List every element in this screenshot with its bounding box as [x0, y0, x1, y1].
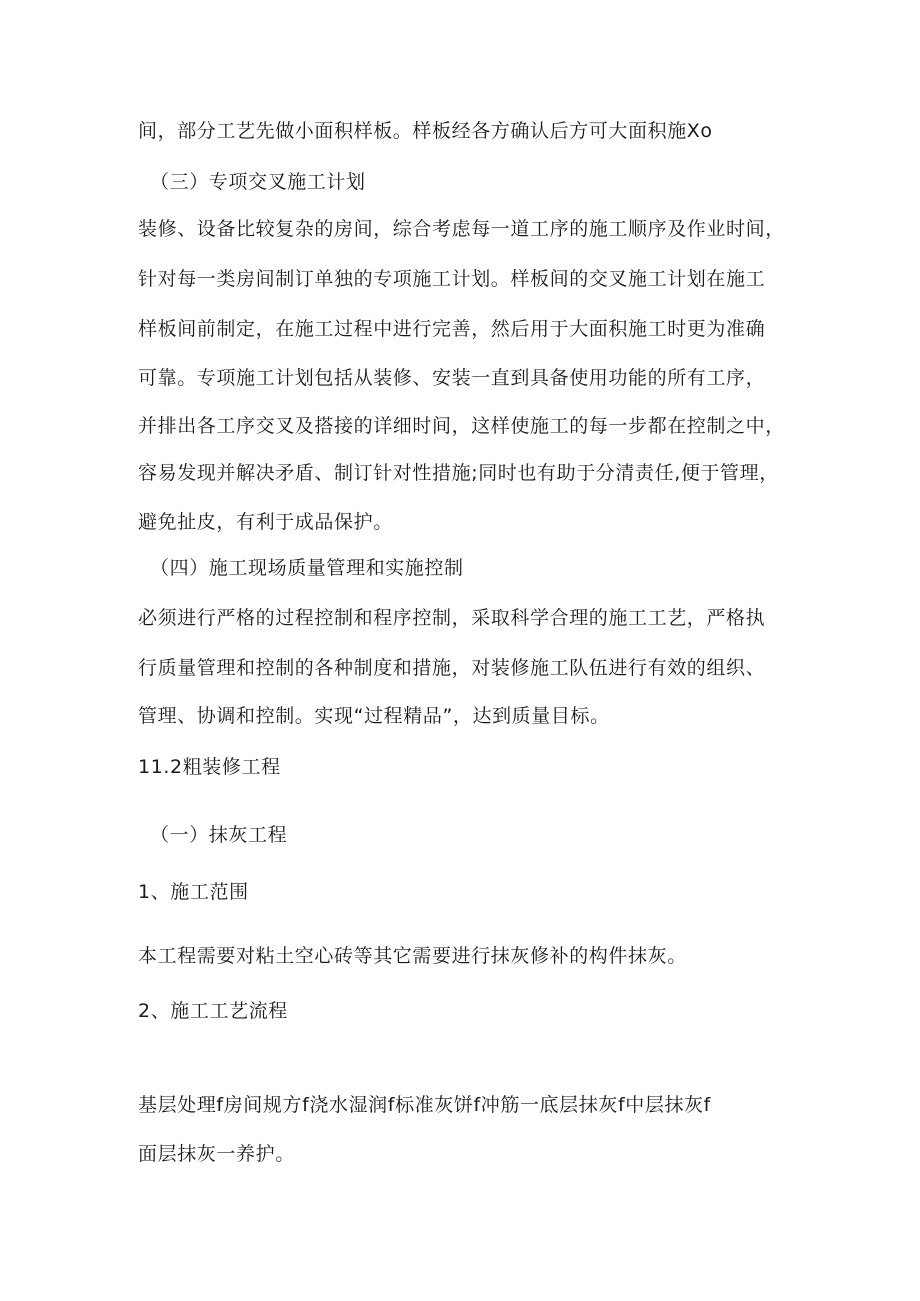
section-heading-3: （三）专项交叉施工计划 [150, 171, 366, 193]
paragraph-line: 避免扯皮，有利于成品保护。 [138, 511, 393, 533]
paragraph-line: 行质量管理和控制的各种制度和措施，对装修施工队伍进行有效的组织、 [138, 657, 766, 679]
item-heading-1: 1、施工范围 [138, 881, 249, 903]
paragraph-line: 间，部分工艺先做小面积样板。样板经各方确认后方可大面积施Xo [138, 120, 713, 142]
paragraph-line: 可靠。专项施工计划包括从装修、安装一直到具备使用功能的所有工序， [138, 367, 766, 389]
process-flow-line: 基层处理f房间规方f浇水湿润f标准灰饼f冲筋一底层抹灰f中层抹灰f [138, 1094, 711, 1116]
paragraph-line: 样板间前制定，在施工过程中进行完善，然后用于大面积施工时更为准确 [138, 318, 766, 340]
paragraph-line: 本工程需要对粘土空心砖等其它需要进行抹灰修补的构件抹灰。 [138, 945, 687, 967]
paragraph-line: 针对每一类房间制订单独的专项施工计划。样板间的交叉施工计划在施工 [138, 268, 766, 290]
paragraph-line: 装修、设备比较复杂的房间，综合考虑每一道工序的施工顺序及作业时间， [138, 218, 785, 240]
paragraph-line: 并排出各工序交叉及搭接的详细时间，这样使施工的每一步都在控制之中， [138, 415, 785, 437]
process-flow-line: 面层抹灰一养护。 [138, 1143, 295, 1165]
paragraph-line: 必须进行严格的过程控制和程序控制，采取科学合理的施工工艺，严格执 [138, 607, 766, 629]
subsection-heading: （一）抹灰工程 [150, 824, 288, 846]
section-heading-4: （四）施工现场质量管理和实施控制 [150, 557, 464, 579]
chapter-heading: 11.2粗装修工程 [138, 756, 281, 778]
paragraph-line: 管理、协调和控制。实现“过程精品”，达到质量目标。 [138, 705, 610, 727]
item-heading-2: 2、施工工艺流程 [138, 1000, 288, 1022]
paragraph-line: 容易发现并解决矛盾、制订针对性措施;同时也有助于分清责任,便于管理， [138, 462, 779, 484]
